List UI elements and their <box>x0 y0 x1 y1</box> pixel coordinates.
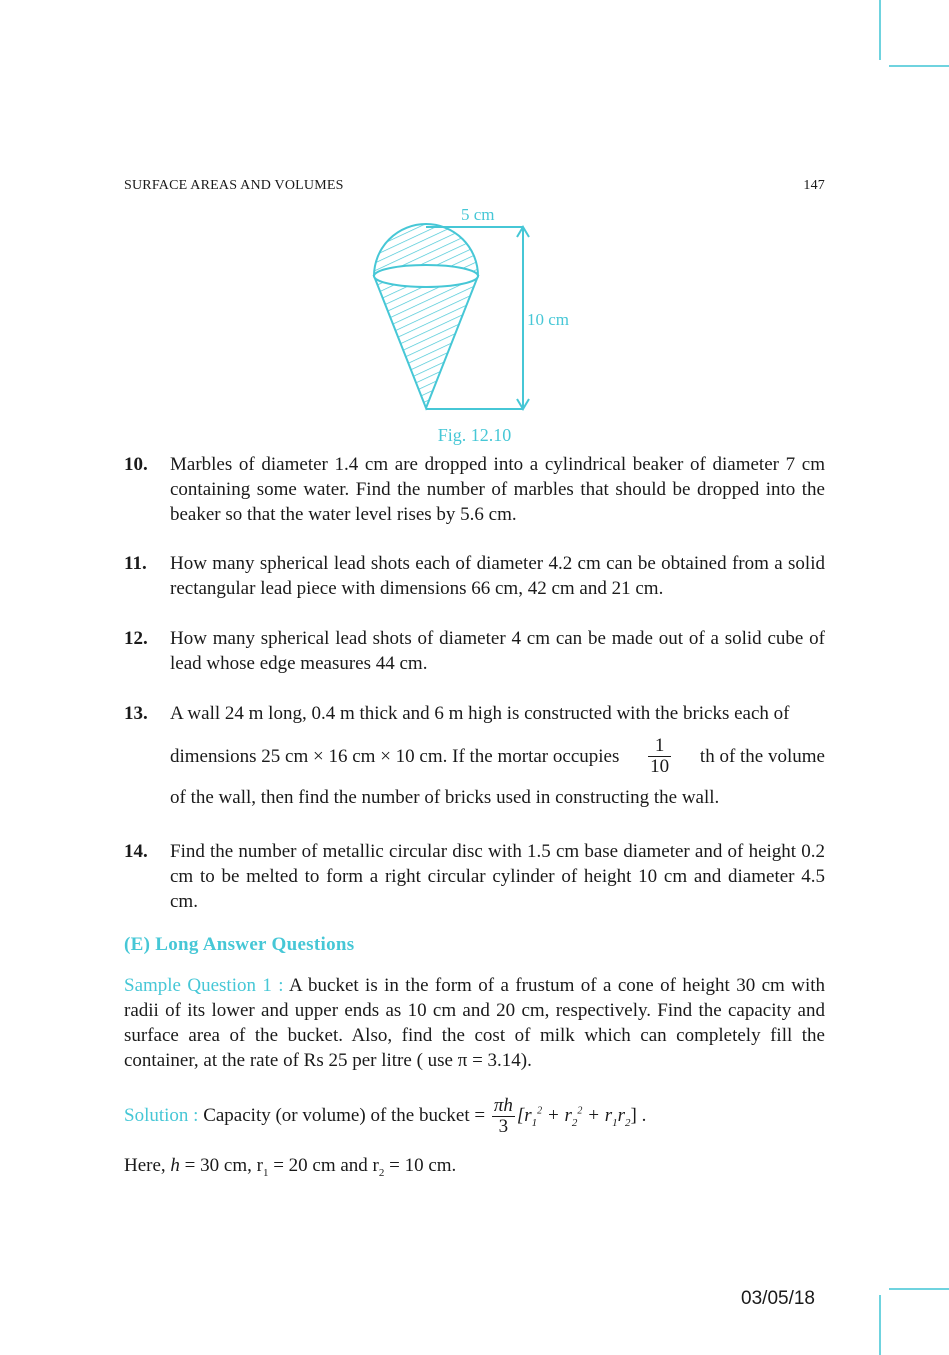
solution-text: Capacity (or volume) of the bucket = <box>203 1104 486 1126</box>
figure-caption: Fig. 12.10 <box>437 425 512 445</box>
section-title: (E) Long Answer Questions <box>124 934 355 955</box>
question-line-1: A wall 24 m long, 0.4 m thick and 6 m high is constructed with the bricks each of <box>170 703 790 724</box>
fraction-denominator: 10 <box>650 756 670 777</box>
question-10 <box>124 452 825 527</box>
sample-question-label: Sample Question 1 : <box>124 975 284 996</box>
given-values: Here, h = 30 cm, $r_1 = 20$ cm and $r_2 = 10$ cm. <box>124 1155 457 1179</box>
crop-mark-bottom-vertical <box>879 1295 881 1355</box>
fraction-denominator: 3 <box>498 1116 509 1137</box>
crop-mark-top-vertical <box>879 0 881 60</box>
question-13 <box>124 701 825 810</box>
question-number: 14. <box>124 841 148 862</box>
question-14 <box>124 839 825 914</box>
label-10cm: 10 cm <box>527 310 570 329</box>
label-5cm: 5 cm <box>461 205 495 224</box>
solution-line <box>124 1096 825 1137</box>
question-text: Find the number of metallic circular disc with 1.5 cm base diameter and of height 0.2 cm to be melted to form a right circular cylinder of height 10 cm and diameter 4.5 cm. <box>170 841 825 912</box>
sample-question-text: A bucket is in the form of a frustum of a cone of height 30 cm with radii of its lower and upper ends as 10 cm and 20 cm, respectively. Find the capacity and surface area of the bucket. Also, find the cost of milk which can completely fill the container, at the rate of Rs 25 per litre ( use π = 3.14). <box>124 975 826 1071</box>
question-11 <box>124 551 825 601</box>
question-12 <box>124 626 825 676</box>
question-number: 12. <box>124 628 148 649</box>
footer-date: 03/05/18 <box>741 1288 815 1309</box>
question-text: How many spherical lead shots of diameter 4 cm can be made out of a solid cube of lead whose edge measures 44 cm. <box>170 628 825 674</box>
page-number: 147 <box>803 178 825 193</box>
fraction-one-tenth <box>648 736 671 777</box>
question-line-3: of the wall, then find the number of bricks used in constructing the wall. <box>170 787 720 808</box>
fraction-numerator: πh <box>493 1095 513 1116</box>
question-text: Marbles of diameter 1.4 cm are dropped into a cylindrical beaker of diameter 7 cm containing some water. Find the number of marbles that should be dropped into the beaker so that the water level rises by 5.6 cm. <box>170 454 825 525</box>
question-number: 11. <box>124 553 147 574</box>
question-line-2-start: dimensions 25 cm × 16 cm × 10 cm. If the mortar occupies <box>170 746 620 767</box>
base-ellipse <box>374 265 478 287</box>
question-line-2-end: th of the volume <box>699 746 825 767</box>
crop-mark-bottom-horizontal <box>889 1288 949 1290</box>
crop-mark-top-horizontal <box>889 65 949 67</box>
fraction-pi-h-over-3 <box>492 1096 515 1137</box>
cone-hemisphere-figure <box>360 200 600 420</box>
sample-question <box>124 973 825 1073</box>
formula: $[r_1^2 + r_2^2 + r_1r_2]$ . <box>516 1104 647 1129</box>
solution-label: Solution : <box>124 1104 199 1126</box>
fraction-numerator: 1 <box>648 736 671 757</box>
cone-shape <box>374 276 478 408</box>
running-header-title: SURFACE AREAS AND VOLUMES <box>124 178 344 193</box>
question-number: 13. <box>124 703 148 724</box>
question-number: 10. <box>124 454 148 475</box>
question-text: How many spherical lead shots each of diameter 4.2 cm can be obtained from a solid rectangular lead piece with dimensions 66 cm, 42 cm and 21 cm. <box>170 553 825 599</box>
